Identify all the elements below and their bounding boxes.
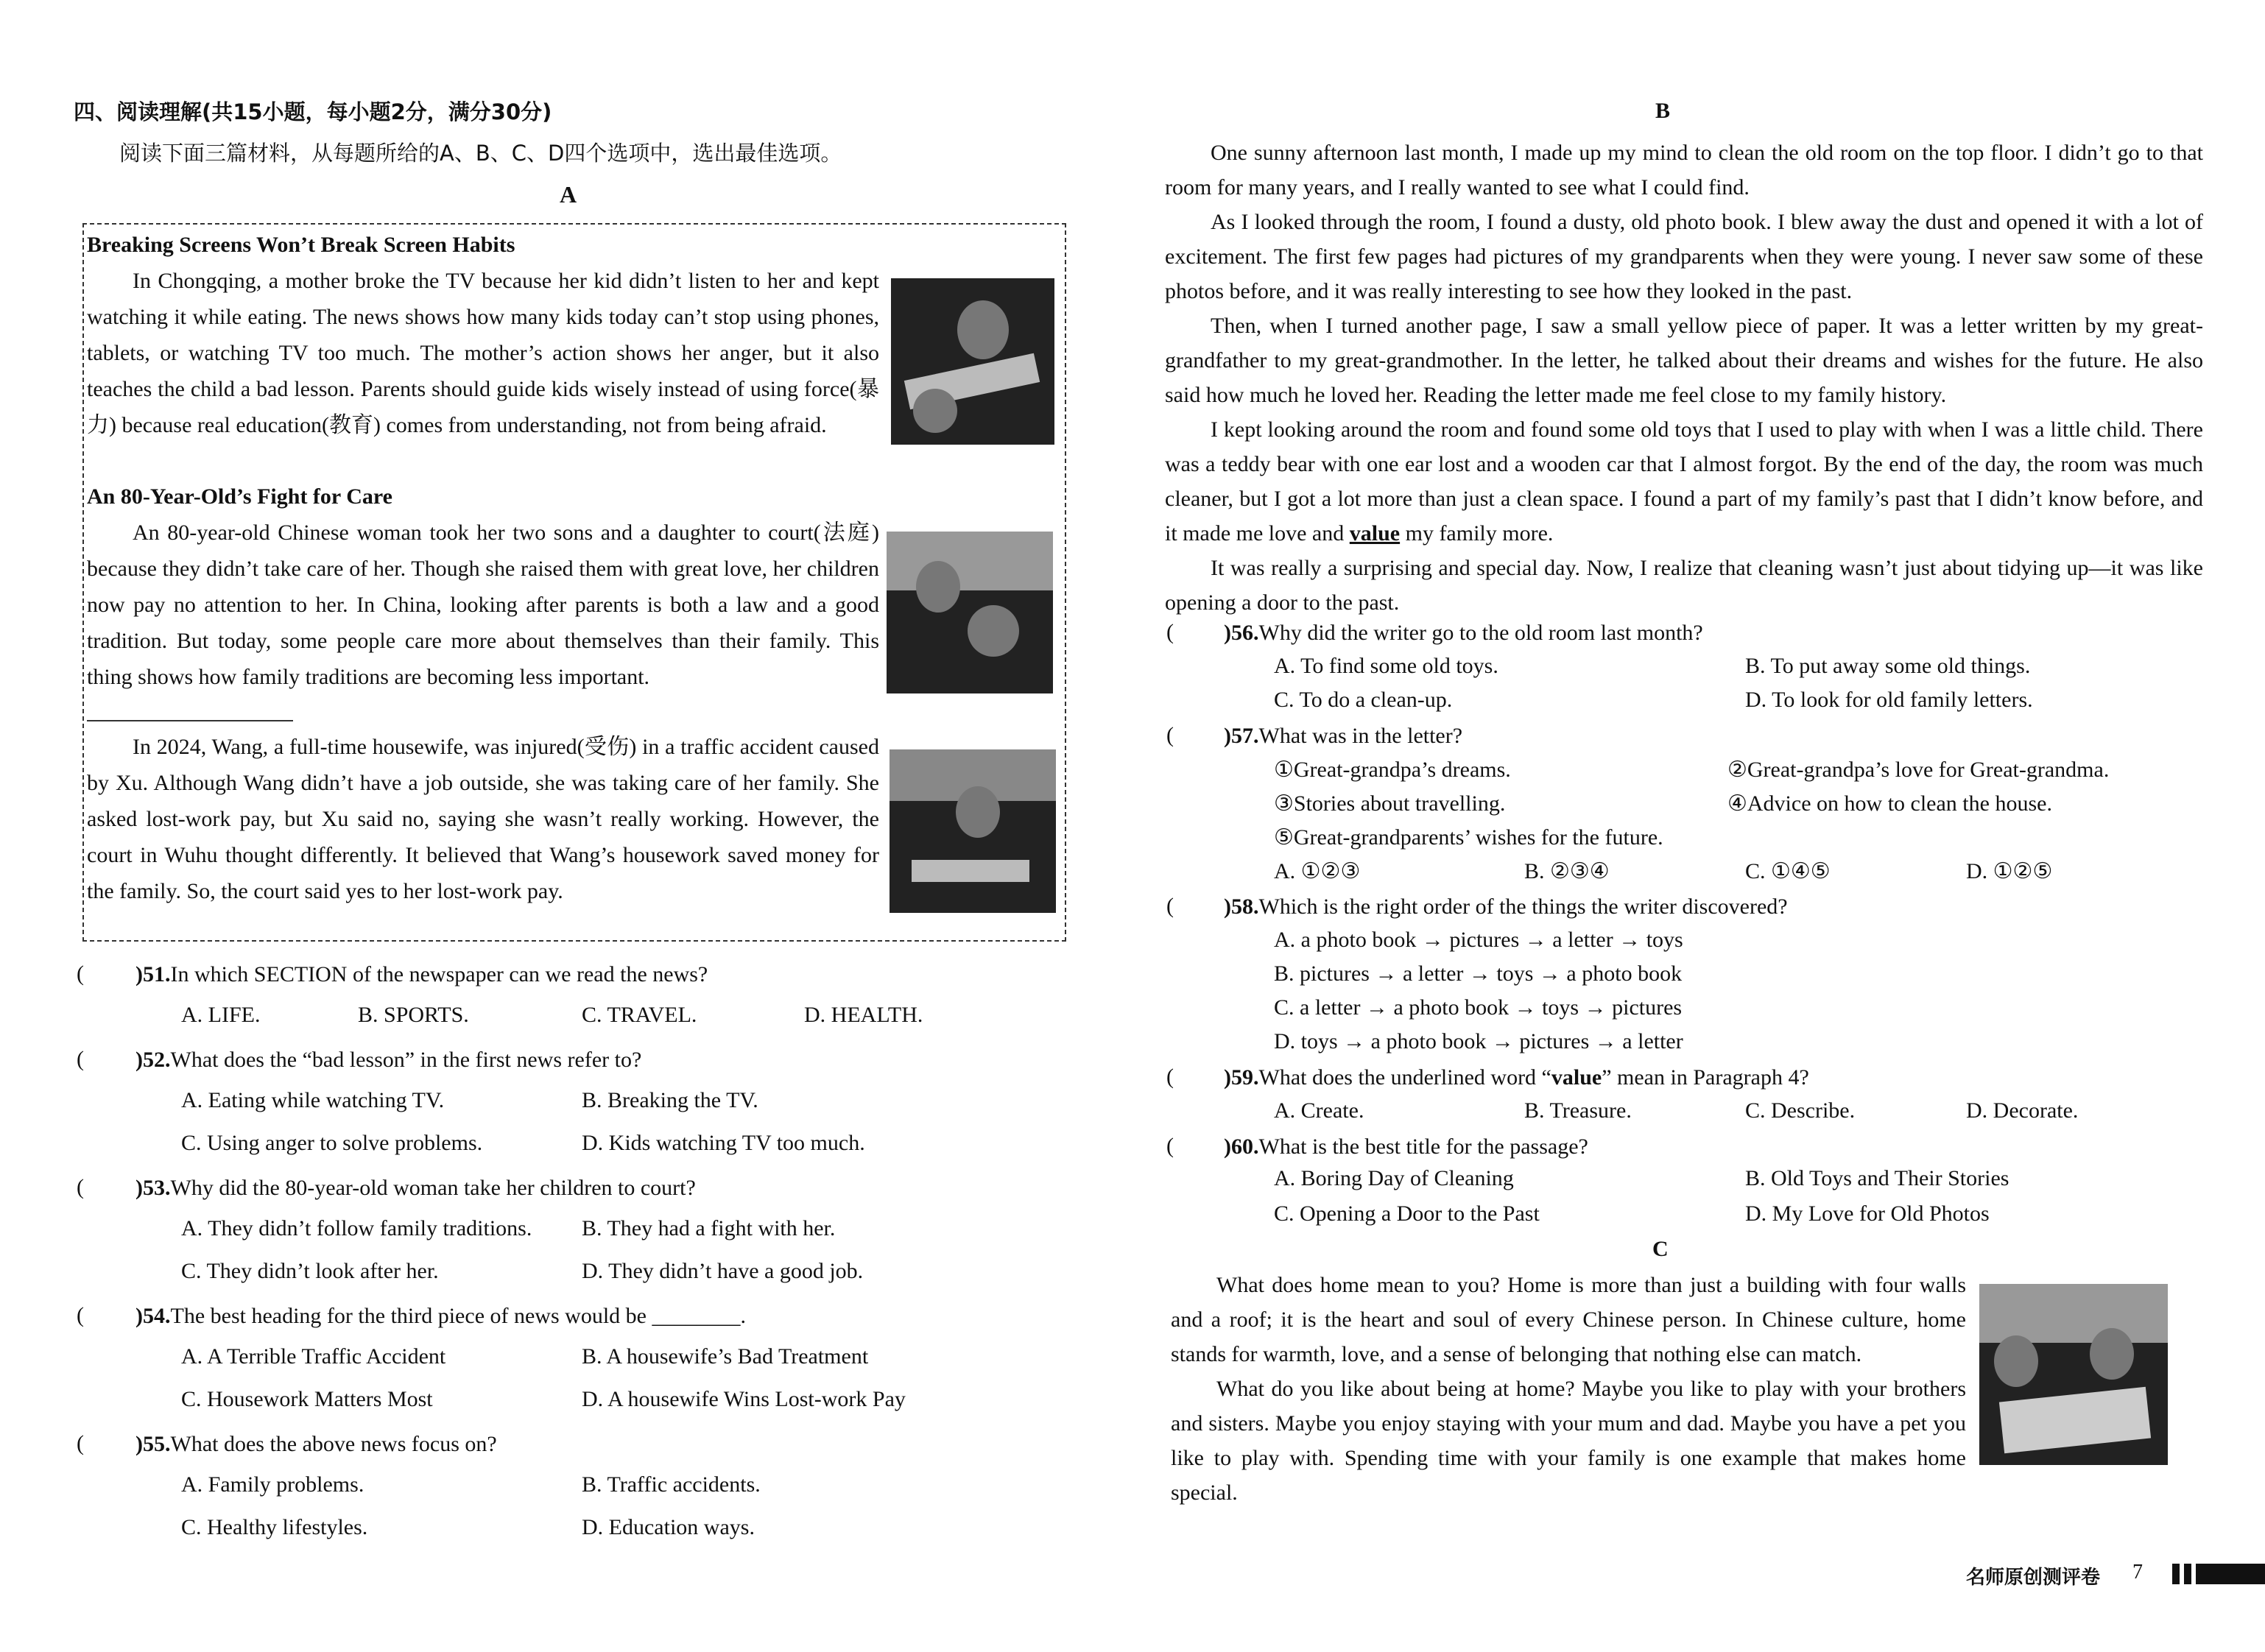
- passage-c: [1171, 1268, 1966, 1510]
- q57: [1224, 721, 1462, 751]
- footer-bar-3: [2196, 1564, 2265, 1584]
- q60-option-a: A. Boring Day of Cleaning: [1274, 1166, 1514, 1190]
- q51-paren: (: [77, 961, 84, 986]
- q59-option-b: B. Treasure.: [1524, 1098, 1632, 1123]
- q55-option-d: D. Education ways.: [582, 1515, 755, 1539]
- q53-text: Why did the 80-year-old woman take her children to court?: [170, 1176, 696, 1200]
- q54-option-d: D. A housewife Wins Lost-work Pay: [582, 1387, 906, 1411]
- page-number: 7: [2132, 1561, 2143, 1584]
- q58-option-c: C. a letter → a photo book → toys → pictures: [1274, 995, 1683, 1020]
- q55-text: What does the above news focus on?: [170, 1432, 497, 1456]
- q59: [1224, 1063, 1809, 1092]
- q52-option-a: A. Eating while watching TV.: [181, 1088, 445, 1112]
- passage-b-para-1: One sunny afternoon last month, I made up my mind to clean the old room on the top floor. I didn’t go to that room for many years, and I really wanted to see what I could find.: [1165, 141, 2203, 200]
- q52-option-b: B. Breaking the TV.: [582, 1088, 758, 1112]
- footer-bar-1: [2172, 1564, 2180, 1584]
- passage-b-para-4: [1165, 412, 2203, 551]
- q52-text: What does the “bad lesson” in the first news refer to?: [170, 1048, 642, 1072]
- q59-text-post: ” mean in Paragraph 4?: [1602, 1065, 1809, 1090]
- news-divider: [87, 720, 293, 721]
- news-3: [87, 729, 879, 909]
- q55-paren: (: [77, 1431, 84, 1455]
- q56-option-b: B. To put away some old things.: [1745, 654, 2031, 678]
- q51-text: In which SECTION of the newspaper can we read the news?: [170, 962, 708, 986]
- passage-b-para-3: Then, when I turned another page, I saw a small yellow piece of paper. It was a letter written by my great-grandfather to my great-grandmother. In the letter, he talked about their dreams and wishes for the future. He also said how much he loved her. Reading the letter made me feel close to my family history.: [1165, 314, 2203, 407]
- q59-option-c: C. Describe.: [1745, 1098, 1856, 1123]
- q51-option-b: B. SPORTS.: [358, 1003, 469, 1027]
- q59-paren: (: [1166, 1065, 1174, 1089]
- footer-brand: 名师原创测评卷: [1966, 1567, 2101, 1589]
- q56-num: )56.: [1224, 621, 1259, 645]
- news-2-body: An 80-year-old Chinese woman took her two sons and a daughter to court(法庭) because they didn’t take care of her. Though she raised them with great love, her children now pay no attention to her. In China, looking after parents is both a law and a good tradition. But today, some people care more about themselves than their family. This thing shows how family traditions are becoming less important.: [87, 520, 879, 689]
- q56-option-c: C. To do a clean-up.: [1274, 688, 1453, 712]
- q52-paren: (: [77, 1047, 84, 1071]
- q60-option-c: C. Opening a Door to the Past: [1274, 1201, 1540, 1226]
- q52-option-c: C. Using anger to solve problems.: [181, 1131, 483, 1155]
- q57-text: What was in the letter?: [1258, 724, 1463, 748]
- q53: [135, 1173, 696, 1203]
- q54-option-b: B. A housewife’s Bad Treatment: [582, 1344, 869, 1369]
- news-3-photo: [890, 749, 1056, 913]
- passage-c-photo: [1979, 1284, 2168, 1465]
- q55-option-c: C. Healthy lifestyles.: [181, 1515, 368, 1539]
- q56-option-a: A. To find some old toys.: [1274, 654, 1498, 678]
- passage-b-para-2: As I looked through the room, I found a dusty, old photo book. I blew away the dust and opened it with a lot of excitement. The first few pages had pictures of my grandparents when they were young. I never saw some of these photos before, and it was really interesting to see how they looked in the past.: [1165, 210, 2203, 303]
- q51-option-d: D. HEALTH.: [804, 1003, 923, 1027]
- passage-b-para-5: It was really a surprising and special day. Now, I realize that cleaning wasn’t just about tidying up—it was like opening a door to the past.: [1165, 556, 2203, 615]
- q55-num: )55.: [135, 1432, 171, 1456]
- news-1-photo: [891, 278, 1054, 445]
- q52-option-d: D. Kids watching TV too much.: [582, 1131, 865, 1155]
- q57-option-d: D. ①②⑤: [1966, 859, 2053, 883]
- q53-option-d: D. They didn’t have a good job.: [582, 1259, 864, 1283]
- q60-text: What is the best title for the passage?: [1258, 1134, 1588, 1159]
- q59-text-pre: What does the underlined word “: [1258, 1065, 1551, 1090]
- q57-paren: (: [1166, 723, 1174, 747]
- q59-num: )59.: [1224, 1065, 1259, 1090]
- q59-option-d: D. Decorate.: [1966, 1098, 2079, 1123]
- q60-num: )60.: [1224, 1134, 1259, 1159]
- q53-option-b: B. They had a fight with her.: [582, 1216, 836, 1240]
- q57-option-c: C. ①④⑤: [1745, 859, 1831, 883]
- q54-option-a: A. A Terrible Traffic Accident: [181, 1344, 446, 1369]
- q52: [135, 1045, 641, 1075]
- q55-option-a: A. Family problems.: [181, 1472, 364, 1497]
- q57-num: )57.: [1224, 724, 1259, 748]
- q57-option-b: B. ②③④: [1524, 859, 1610, 883]
- q59-option-a: A. Create.: [1274, 1098, 1364, 1123]
- underlined-word-value: value: [1349, 521, 1401, 546]
- news-1-title: Breaking Screens Won’t Break Screen Habits: [87, 233, 515, 257]
- q54-text: The best heading for the third piece of news would be ________.: [170, 1304, 746, 1328]
- q58-num: )58.: [1224, 894, 1259, 919]
- passage-c-para-1: What does home mean to you? Home is more than just a building with four walls and a roof; it is the heart and soul of every Chinese person. In Chinese culture, home stands for warmth, love, and a sense of belonging that nothing else can match.: [1171, 1273, 1966, 1366]
- q57-item-3: ③Stories about travelling.: [1274, 791, 1506, 816]
- news-2-title: An 80-Year-Old’s Fight for Care: [87, 484, 392, 509]
- passage-c-para-2: What do you like about being at home? Maybe you like to play with your brothers and sisters. Maybe you enjoy staying with your mum and dad. Maybe you have a pet you like to play with. Spending time with your family is one example that makes home special.: [1171, 1377, 1966, 1505]
- q57-item-1: ①Great-grandpa’s dreams.: [1274, 758, 1511, 782]
- part-a-letter: A: [560, 181, 577, 208]
- q57-item-2: ②Great-grandpa’s love for Great-grandma.: [1727, 758, 2110, 782]
- q54: [135, 1302, 746, 1331]
- q56: [1224, 618, 1703, 648]
- q51: [135, 960, 708, 989]
- passage-b-para-4-text: I kept looking around the room and found some old toys that I used to play with when I was a little child. There was a teddy bear with one ear lost and a wooden car that I almost forgot. By the end of the day, the room was much cleaner, but I got a lot more than just a clean space. I found a part of my family’s past that I didn’t know before, and it made me love and: [1165, 417, 2203, 546]
- part-b-letter: B: [1655, 99, 1671, 123]
- passage-b: [1165, 135, 2203, 620]
- q56-paren: (: [1166, 620, 1174, 644]
- q52-num: )52.: [135, 1048, 171, 1072]
- q58-option-d: D. toys → a photo book → pictures → a letter: [1274, 1029, 1683, 1053]
- q55-option-b: B. Traffic accidents.: [582, 1472, 761, 1497]
- q59-text-word: value: [1551, 1065, 1602, 1090]
- q51-option-a: A. LIFE.: [181, 1003, 261, 1027]
- q60: [1224, 1132, 1588, 1162]
- q58: [1224, 892, 1788, 922]
- q56-option-d: D. To look for old family letters.: [1745, 688, 2033, 712]
- q51-option-c: C. TRAVEL.: [582, 1003, 697, 1027]
- q51-num: )51.: [135, 962, 171, 986]
- instruction: 阅读下面三篇材料，从每题所给的A、B、C、D四个选项中，选出最佳选项。: [119, 141, 842, 166]
- news-1: [87, 227, 879, 443]
- q53-paren: (: [77, 1175, 84, 1199]
- passage-b-para-4-end: my family more.: [1405, 521, 1554, 546]
- q54-num: )54.: [135, 1304, 171, 1328]
- q53-option-c: C. They didn’t look after her.: [181, 1259, 439, 1283]
- q53-option-a: A. They didn’t follow family traditions.: [181, 1216, 532, 1240]
- q58-option-a: A. a photo book → pictures → a letter → toys: [1274, 928, 1683, 952]
- section-title: 四、阅读理解(共15小题，每小题2分，满分30分): [74, 99, 552, 124]
- q53-num: )53.: [135, 1176, 171, 1200]
- q60-paren: (: [1166, 1134, 1174, 1158]
- news-2-photo: [887, 532, 1053, 693]
- q58-paren: (: [1166, 894, 1174, 918]
- q57-option-a: A. ①②③: [1274, 859, 1361, 883]
- news-2: [87, 479, 879, 695]
- q58-option-b: B. pictures → a letter → toys → a photo book: [1274, 961, 1683, 986]
- part-c-letter: C: [1652, 1237, 1669, 1261]
- q58-text: Which is the right order of the things the writer discovered?: [1258, 894, 1788, 919]
- q60-option-d: D. My Love for Old Photos: [1745, 1201, 1990, 1226]
- q57-item-5: ⑤Great-grandparents’ wishes for the future.: [1274, 825, 1663, 850]
- news-1-body: In Chongqing, a mother broke the TV because her kid didn’t listen to her and kept watching it while eating. The news shows how many kids today can’t stop using phones, tablets, or watching TV too much. The mother’s action shows her anger, but it also teaches the child a bad lesson. Parents should guide kids wisely instead of using force(暴力) because real education(教育) comes from understanding, not from being afraid.: [87, 269, 879, 437]
- q56-text: Why did the writer go to the old room last month?: [1258, 621, 1703, 645]
- q55: [135, 1430, 497, 1459]
- news-3-body: In 2024, Wang, a full-time housewife, was injured(受伤) in a traffic accident caused by Xu. Although Wang didn’t have a job outside, she was taking care of her family. She asked lost-work pay, but Xu said no, saying she wasn’t really working. However, the court in Wuhu thought differently. It believed that Wang’s housework saved money for the family. So, the court said yes to her lost-work pay.: [87, 735, 879, 903]
- q54-paren: (: [77, 1303, 84, 1327]
- q60-option-b: B. Old Toys and Their Stories: [1745, 1166, 2009, 1190]
- q54-option-c: C. Housework Matters Most: [181, 1387, 433, 1411]
- right-page: [1134, 0, 2265, 1652]
- footer-bar-2: [2184, 1564, 2191, 1584]
- q57-item-4: ④Advice on how to clean the house.: [1727, 791, 2052, 816]
